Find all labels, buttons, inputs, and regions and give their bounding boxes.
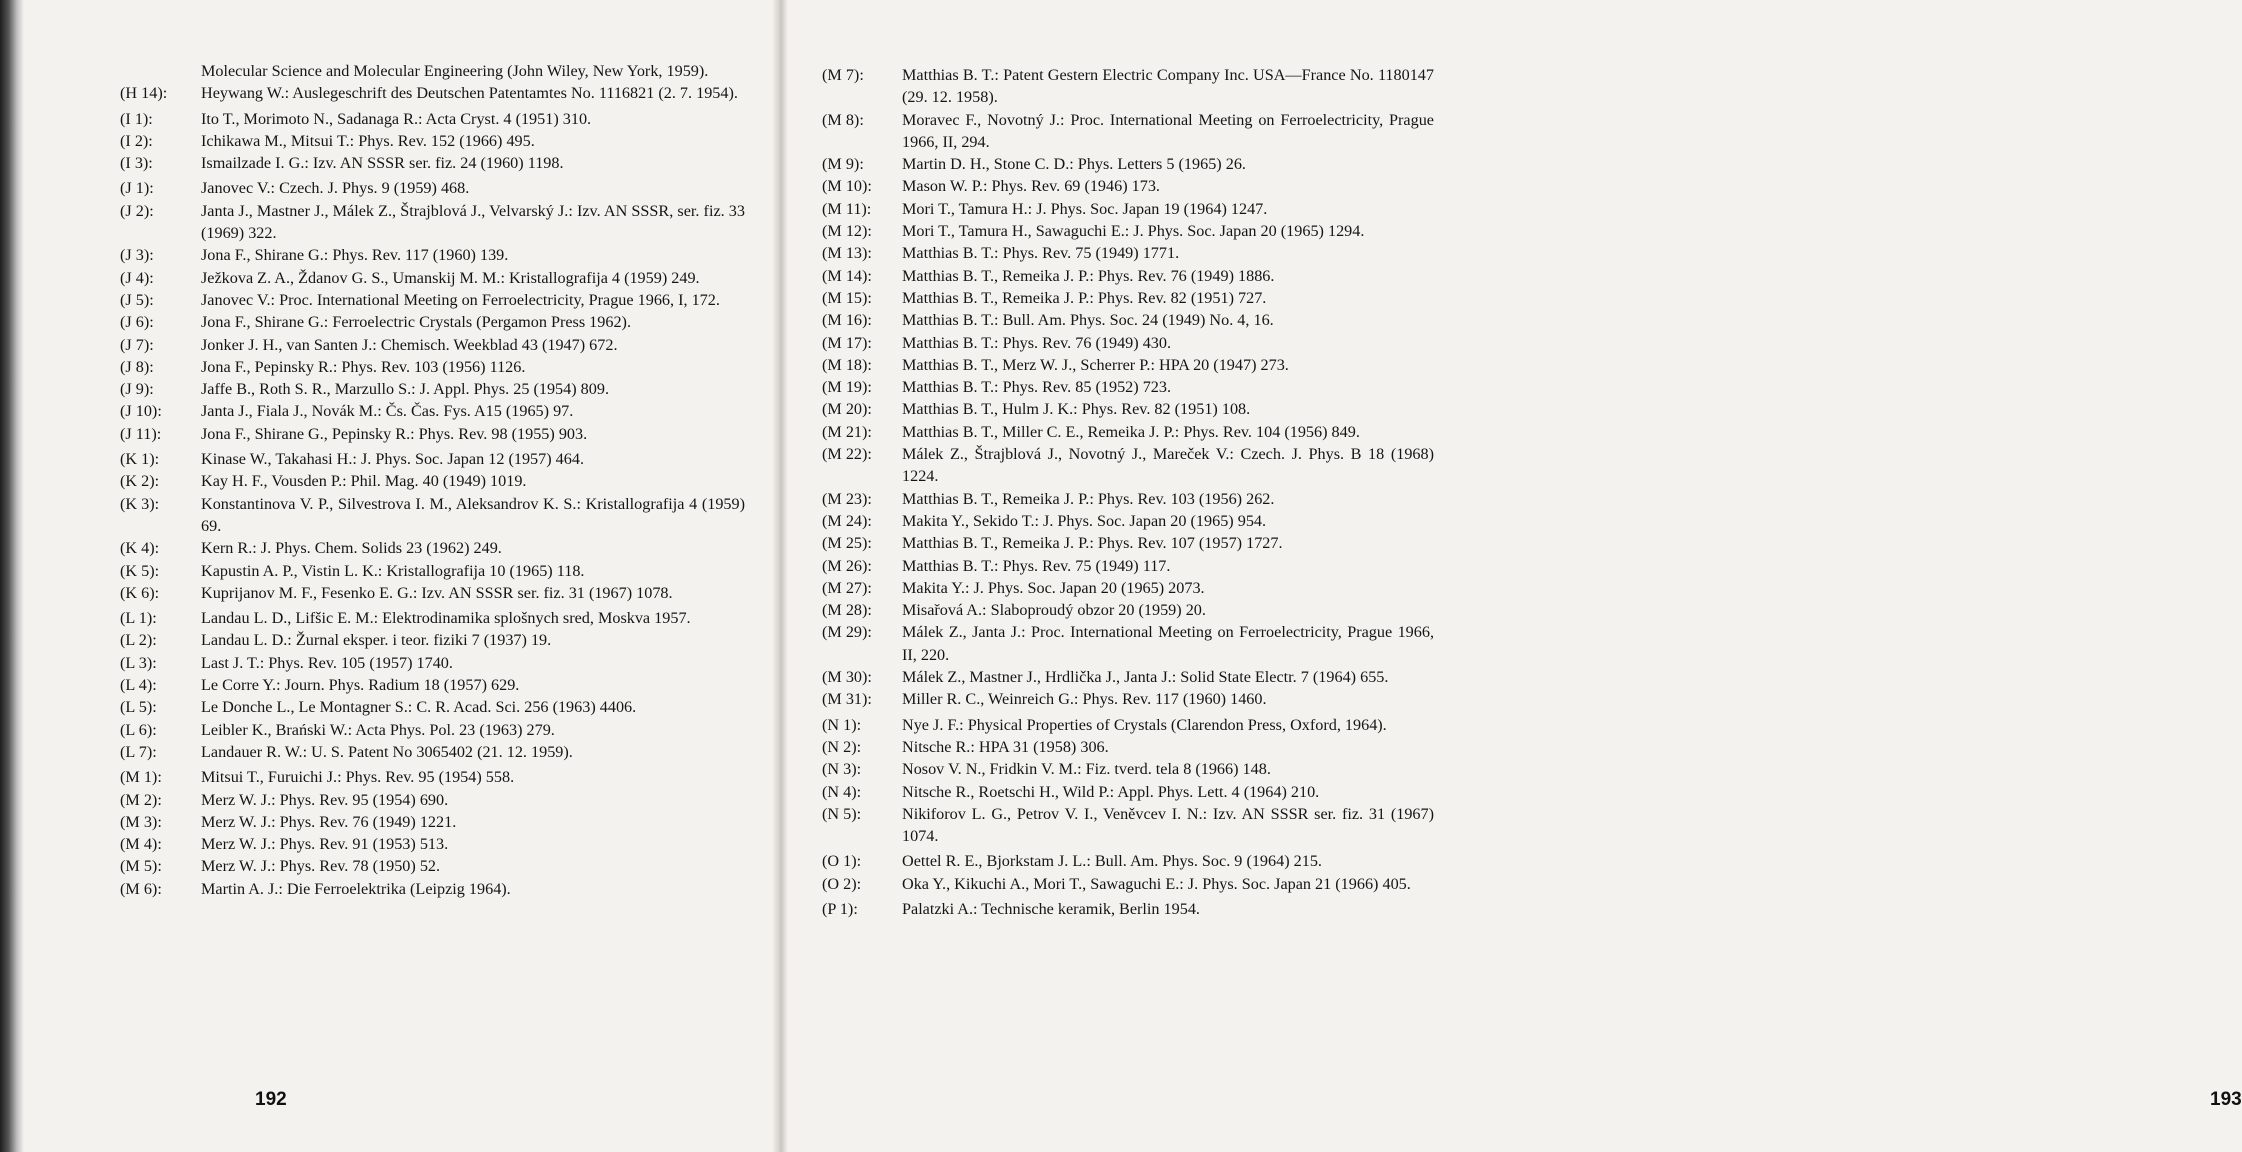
reference-text: Ito T., Morimoto N., Sadanaga R.: Acta Cryst. 4 (1951) 310. — [201, 109, 592, 128]
reference-text: Kern R.: J. Phys. Chem. Solids 23 (1962) 249. — [201, 539, 502, 558]
reference-text: Makita Y.: J. Phys. Soc. Japan 20 (1965) 2073. — [902, 578, 1205, 597]
reference-text: Molecular Science and Molecular Engineering (John Wiley, New York, 1959). — [201, 62, 709, 80]
reference-code: (J 3): — [120, 246, 154, 265]
reference-code: (M 21): — [822, 422, 872, 441]
reference-code: (O 2): — [822, 874, 862, 893]
reference-code: (M 22): — [822, 445, 872, 464]
reference-code: (M 6): — [120, 879, 162, 898]
reference-entry — [822, 898, 1434, 920]
reference-entry — [822, 198, 1434, 220]
reference-code: (M 24): — [822, 511, 872, 530]
reference-code: (K 2): — [120, 472, 160, 491]
reference-code: (M 28): — [822, 601, 872, 620]
reference-text: Last J. T.: Phys. Rev. 105 (1957) 1740. — [201, 653, 453, 672]
reference-text: Le Donche L., Le Montagner S.: C. R. Acad. Sci. 256 (1963) 4406. — [201, 698, 637, 717]
reference-code: (M 9): — [822, 155, 864, 174]
reference-entry — [822, 109, 1434, 154]
reference-text: Matthias B. T., Remeika J. P.: Phys. Rev. 103 (1956) 262. — [902, 489, 1275, 508]
reference-text: Mori T., Tamura H., Sawaguchi E.: J. Phys. Soc. Japan 20 (1965) 1294. — [902, 222, 1365, 241]
reference-code: (N 5): — [822, 804, 862, 823]
reference-entry — [822, 376, 1434, 398]
reference-entry — [120, 855, 745, 877]
reference-entry — [822, 265, 1434, 287]
reference-entry — [822, 577, 1434, 599]
reference-entry — [120, 811, 745, 833]
reference-text: Matthias B. T., Remeika J. P.: Phys. Rev. 82 (1951) 727. — [902, 288, 1267, 307]
reference-code: (J 5): — [120, 290, 154, 309]
reference-entry — [120, 789, 745, 811]
reference-entry — [822, 287, 1434, 309]
reference-entry — [822, 736, 1434, 758]
reference-code: (M 12): — [822, 222, 872, 241]
reference-entry — [822, 803, 1434, 848]
reference-entry — [822, 621, 1434, 666]
reference-code: (M 1): — [120, 768, 162, 787]
reference-text: Kinase W., Takahasi H.: J. Phys. Soc. Japan 12 (1957) 464. — [201, 450, 584, 469]
reference-entry — [120, 311, 745, 333]
reference-code: (M 5): — [120, 857, 162, 876]
reference-text: Konstantinova V. P., Silvestrova I. M., Aleksandrov K. S.: Kristallografija 4 (1959) 69. — [201, 494, 745, 535]
reference-text: Málek Z., Janta J.: Proc. International Meeting on Ferroelectricity, Prague 1966, II, 220. — [902, 623, 1434, 664]
reference-text: Matthias B. T.: Phys. Rev. 85 (1952) 723. — [902, 378, 1172, 397]
reference-entry — [822, 421, 1434, 443]
reference-text: Málek Z., Štrajblová J., Novotný J., Mareček V.: Czech. J. Phys. B 18 (1968) 1224. — [902, 445, 1434, 486]
reference-text: Janovec V.: Proc. International Meeting on Ferroelectricity, Prague 1966, I, 172. — [201, 290, 720, 309]
reference-entry — [120, 629, 745, 651]
reference-entry — [120, 493, 745, 538]
reference-entry — [120, 607, 745, 629]
reference-entry — [120, 244, 745, 266]
reference-entry — [120, 741, 745, 763]
reference-entry — [822, 532, 1434, 554]
reference-code: (J 4): — [120, 268, 154, 287]
reference-text: Jona F., Pepinsky R.: Phys. Rev. 103 (1956) 1126. — [201, 357, 526, 376]
reference-text: Landauer R. W.: U. S. Patent No 3065402 (21. 12. 1959). — [201, 742, 573, 761]
reference-entry — [822, 332, 1434, 354]
reference-entry — [822, 309, 1434, 331]
reference-text: Matthias B. T., Miller C. E., Remeika J. P.: Phys. Rev. 104 (1956) 849. — [902, 422, 1360, 441]
reference-text: Nitsche R.: HPA 31 (1958) 306. — [902, 737, 1109, 756]
reference-entry — [822, 873, 1434, 895]
reference-entry — [822, 175, 1434, 197]
reference-text: Nosov V. N., Fridkin V. M.: Fiz. tverd. tela 8 (1966) 148. — [902, 760, 1271, 779]
reference-text: Le Corre Y.: Journ. Phys. Radium 18 (1957) 629. — [201, 676, 520, 695]
reference-text: Ježkova Z. A., Ždanov G. S., Umanskij M. M.: Kristallografija 4 (1959) 249. — [201, 268, 700, 287]
reference-text: Matthias B. T., Remeika J. P.: Phys. Rev. 107 (1957) 1727. — [902, 534, 1283, 553]
reference-text: Matthias B. T.: Phys. Rev. 76 (1949) 430. — [902, 333, 1172, 352]
reference-entry — [822, 599, 1434, 621]
left-page — [120, 0, 745, 1152]
reference-text: Mitsui T., Furuichi J.: Phys. Rev. 95 (1954) 558. — [201, 768, 515, 787]
reference-entry — [120, 82, 745, 104]
reference-text: Matthias B. T., Remeika J. P.: Phys. Rev. 76 (1949) 1886. — [902, 266, 1275, 285]
reference-text: Matthias B. T., Merz W. J., Scherrer P.: HPA 20 (1947) 273. — [902, 355, 1289, 374]
left-page-number: 192 — [255, 1089, 287, 1110]
reference-entry — [822, 488, 1434, 510]
reference-text: Nye J. F.: Physical Properties of Crystals (Clarendon Press, Oxford, 1964). — [902, 715, 1387, 734]
reference-code: (K 3): — [120, 494, 160, 513]
reference-entry — [822, 714, 1434, 736]
reference-text: Matthias B. T.: Patent Gestern Electric Company Inc. USA—France No. 1180147 (29. 12. 1958). — [902, 66, 1434, 107]
reference-code: (N 1): — [822, 715, 862, 734]
reference-code: (N 3): — [822, 760, 862, 779]
reference-text: Jona F., Shirane G.: Ferroelectric Crystals (Pergamon Press 1962). — [201, 313, 631, 332]
reference-text: Jaffe B., Roth S. R., Marzullo S.: J. Appl. Phys. 25 (1954) 809. — [201, 380, 609, 399]
reference-code: (K 6): — [120, 583, 160, 602]
reference-text: Merz W. J.: Phys. Rev. 95 (1954) 690. — [201, 790, 449, 809]
reference-entry — [120, 130, 745, 152]
reference-code: (K 5): — [120, 561, 160, 580]
reference-entry — [120, 652, 745, 674]
reference-code: (M 26): — [822, 556, 872, 575]
reference-code: (M 4): — [120, 835, 162, 854]
reference-text: Ismailzade I. G.: Izv. AN SSSR ser. fiz. 24 (1960) 1198. — [201, 154, 564, 173]
reference-entry — [120, 378, 745, 400]
reference-text: Merz W. J.: Phys. Rev. 76 (1949) 1221. — [201, 812, 457, 831]
reference-entry — [120, 400, 745, 422]
reference-code: (J 6): — [120, 313, 154, 332]
reference-code: (M 27): — [822, 578, 872, 597]
reference-code: (M 7): — [822, 66, 864, 84]
reference-entry — [120, 60, 745, 82]
reference-text: Heywang W.: Auslegeschrift des Deutschen Patentamtes No. 1116821 (2. 7. 1954). — [201, 84, 738, 103]
reference-text: Misařová A.: Slaboproudý obzor 20 (1959) 20. — [902, 601, 1206, 620]
reference-code: (M 17): — [822, 333, 872, 352]
right-reference-list — [822, 64, 1434, 920]
reference-entry — [822, 153, 1434, 175]
reference-code: (M 19): — [822, 378, 872, 397]
reference-code: (M 31): — [822, 690, 872, 709]
reference-entry — [822, 510, 1434, 532]
reference-code: (J 8): — [120, 357, 154, 376]
reference-entry — [822, 555, 1434, 577]
reference-code: (M 25): — [822, 534, 872, 553]
reference-entry — [822, 220, 1434, 242]
book-gutter — [772, 0, 788, 1152]
reference-code: (J 10): — [120, 402, 162, 421]
reference-text: Martin D. H., Stone C. D.: Phys. Letters 5 (1965) 26. — [902, 155, 1246, 174]
reference-code: (I 2): — [120, 131, 153, 150]
reference-text: Martin A. J.: Die Ferroelektrika (Leipzig 1964). — [201, 879, 511, 898]
reference-entry — [822, 781, 1434, 803]
reference-text: Oka Y., Kikuchi A., Mori T., Sawaguchi E.: J. Phys. Soc. Japan 21 (1966) 405. — [902, 874, 1411, 893]
reference-entry — [120, 696, 745, 718]
reference-code: (M 11): — [822, 199, 872, 218]
reference-code: (L 7): — [120, 742, 157, 761]
reference-text: Matthias B. T., Hulm J. K.: Phys. Rev. 82 (1951) 108. — [902, 400, 1251, 419]
reference-code: (M 10): — [822, 177, 872, 196]
reference-entry — [120, 674, 745, 696]
reference-text: Nikiforov L. G., Petrov V. I., Veněvcev I. N.: Izv. AN SSSR ser. fiz. 31 (1967) 1074. — [902, 804, 1434, 846]
reference-entry — [822, 443, 1434, 488]
reference-text: Merz W. J.: Phys. Rev. 91 (1953) 513. — [201, 835, 449, 854]
reference-entry — [120, 423, 745, 445]
reference-code: (L 5): — [120, 698, 157, 717]
reference-text: Palatzki A.: Technische keramik, Berlin 1954. — [902, 899, 1200, 918]
reference-code: (J 7): — [120, 335, 154, 354]
left-reference-list — [120, 60, 745, 900]
reference-entry — [120, 833, 745, 855]
reference-code: (M 2): — [120, 790, 162, 809]
reference-entry — [120, 766, 745, 788]
reference-text: Jonker J. H., van Santen J.: Chemisch. Weekblad 43 (1947) 672. — [201, 335, 618, 354]
reference-entry — [120, 470, 745, 492]
reference-text: Merz W. J.: Phys. Rev. 78 (1950) 52. — [201, 857, 441, 876]
reference-text: Ichikawa M., Mitsui T.: Phys. Rev. 152 (1966) 495. — [201, 131, 535, 150]
reference-text: Makita Y., Sekido T.: J. Phys. Soc. Japan 20 (1965) 954. — [902, 511, 1267, 530]
reference-code: (N 2): — [822, 737, 862, 756]
reference-code: (I 3): — [120, 154, 153, 173]
reference-text: Mori T., Tamura H.: J. Phys. Soc. Japan 19 (1964) 1247. — [902, 199, 1268, 218]
reference-code: (N 4): — [822, 782, 862, 801]
reference-entry — [120, 267, 745, 289]
reference-code: (K 1): — [120, 450, 160, 469]
book-binding-shadow — [0, 0, 24, 1152]
reference-entry — [120, 878, 745, 900]
reference-text: Janta J., Fiala J., Novák M.: Čs. Čas. Fys. A15 (1965) 97. — [201, 402, 574, 421]
reference-code: (M 3): — [120, 812, 162, 831]
reference-text: Janovec V.: Czech. J. Phys. 9 (1959) 468. — [201, 179, 470, 198]
reference-text: Kuprijanov M. F., Fesenko E. G.: Izv. AN SSSR ser. fiz. 31 (1967) 1078. — [201, 583, 673, 602]
reference-text: Jona F., Shirane G., Pepinsky R.: Phys. Rev. 98 (1955) 903. — [201, 424, 588, 443]
reference-entry — [822, 758, 1434, 780]
reference-code: (M 16): — [822, 311, 872, 330]
reference-text: Janta J., Mastner J., Málek Z., Štrajblová J., Velvarský J.: Izv. AN SSSR, ser. fiz. 33 (1969) 322. — [201, 201, 745, 243]
reference-entry — [822, 666, 1434, 688]
reference-code: (M 15): — [822, 288, 872, 307]
reference-text: Málek Z., Mastner J., Hrdlička J., Janta J.: Solid State Electr. 7 (1964) 655. — [902, 668, 1389, 687]
reference-text: Miller R. C., Weinreich G.: Phys. Rev. 117 (1960) 1460. — [902, 690, 1267, 709]
reference-code: (K 4): — [120, 539, 160, 558]
reference-text: Nitsche R., Roetschi H., Wild P.: Appl. Phys. Lett. 4 (1964) 210. — [902, 782, 1320, 801]
reference-code: (I 1): — [120, 109, 153, 128]
reference-code: (P 1): — [822, 899, 858, 918]
reference-text: Matthias B. T.: Phys. Rev. 75 (1949) 117. — [902, 556, 1171, 575]
reference-code: (H 14): — [120, 84, 168, 103]
reference-code: (M 14): — [822, 266, 872, 285]
reference-text: Kay H. F., Vousden P.: Phil. Mag. 40 (1949) 1019. — [201, 472, 527, 491]
reference-text: Oettel R. E., Bjorkstam J. L.: Bull. Am. Phys. Soc. 9 (1964) 215. — [902, 852, 1322, 871]
right-page-number: 193 — [2210, 1089, 2242, 1110]
reference-entry — [822, 64, 1434, 109]
reference-code: (M 18): — [822, 355, 872, 374]
reference-entry — [120, 177, 745, 199]
reference-entry — [822, 398, 1434, 420]
reference-entry — [120, 582, 745, 604]
reference-entry — [120, 560, 745, 582]
reference-code: (J 11): — [120, 424, 162, 443]
reference-entry — [120, 152, 745, 174]
reference-code: (L 4): — [120, 676, 157, 695]
reference-entry — [822, 850, 1434, 872]
reference-text: Matthias B. T.: Phys. Rev. 75 (1949) 1771. — [902, 244, 1180, 263]
reference-code: (L 3): — [120, 653, 157, 672]
reference-code: (M 30): — [822, 668, 872, 687]
reference-text: Landau L. D.: Žurnal eksper. i teor. fiziki 7 (1937) 19. — [201, 631, 552, 650]
reference-entry — [120, 200, 745, 245]
reference-entry — [120, 719, 745, 741]
reference-code: (J 9): — [120, 380, 154, 399]
reference-code: (M 23): — [822, 489, 872, 508]
reference-text: Moravec F., Novotný J.: Proc. International Meeting on Ferroelectricity, Prague 1966, II, 294. — [902, 110, 1434, 151]
reference-text: Mason W. P.: Phys. Rev. 69 (1946) 173. — [902, 177, 1160, 196]
reference-entry — [822, 688, 1434, 710]
reference-code: (M 29): — [822, 623, 872, 642]
reference-text: Kapustin A. P., Vistin L. K.: Kristallografija 10 (1965) 118. — [201, 561, 585, 580]
reference-text: Jona F., Shirane G.: Phys. Rev. 117 (1960) 139. — [201, 246, 509, 265]
reference-code: (M 8): — [822, 110, 864, 129]
reference-entry — [822, 242, 1434, 264]
reference-entry — [822, 354, 1434, 376]
reference-code: (J 1): — [120, 179, 154, 198]
reference-entry — [120, 448, 745, 470]
reference-text: Landau L. D., Lifšic E. M.: Elektrodinamika splošnych sred, Moskva 1957. — [201, 609, 691, 628]
reference-text: Leibler K., Brański W.: Acta Phys. Pol. 23 (1963) 279. — [201, 720, 555, 739]
reference-code: (L 2): — [120, 631, 157, 650]
reference-code: (M 20): — [822, 400, 872, 419]
right-page — [822, 0, 2242, 1152]
reference-entry — [120, 334, 745, 356]
reference-entry — [120, 537, 745, 559]
reference-entry — [120, 108, 745, 130]
reference-entry — [120, 356, 745, 378]
reference-code: (O 1): — [822, 852, 862, 871]
reference-code: (L 1): — [120, 609, 157, 628]
reference-text: Matthias B. T.: Bull. Am. Phys. Soc. 24 (1949) No. 4, 16. — [902, 311, 1274, 330]
reference-code: (L 6): — [120, 720, 157, 739]
reference-code: (J 2): — [120, 201, 154, 220]
reference-entry — [120, 289, 745, 311]
reference-code: (M 13): — [822, 244, 872, 263]
